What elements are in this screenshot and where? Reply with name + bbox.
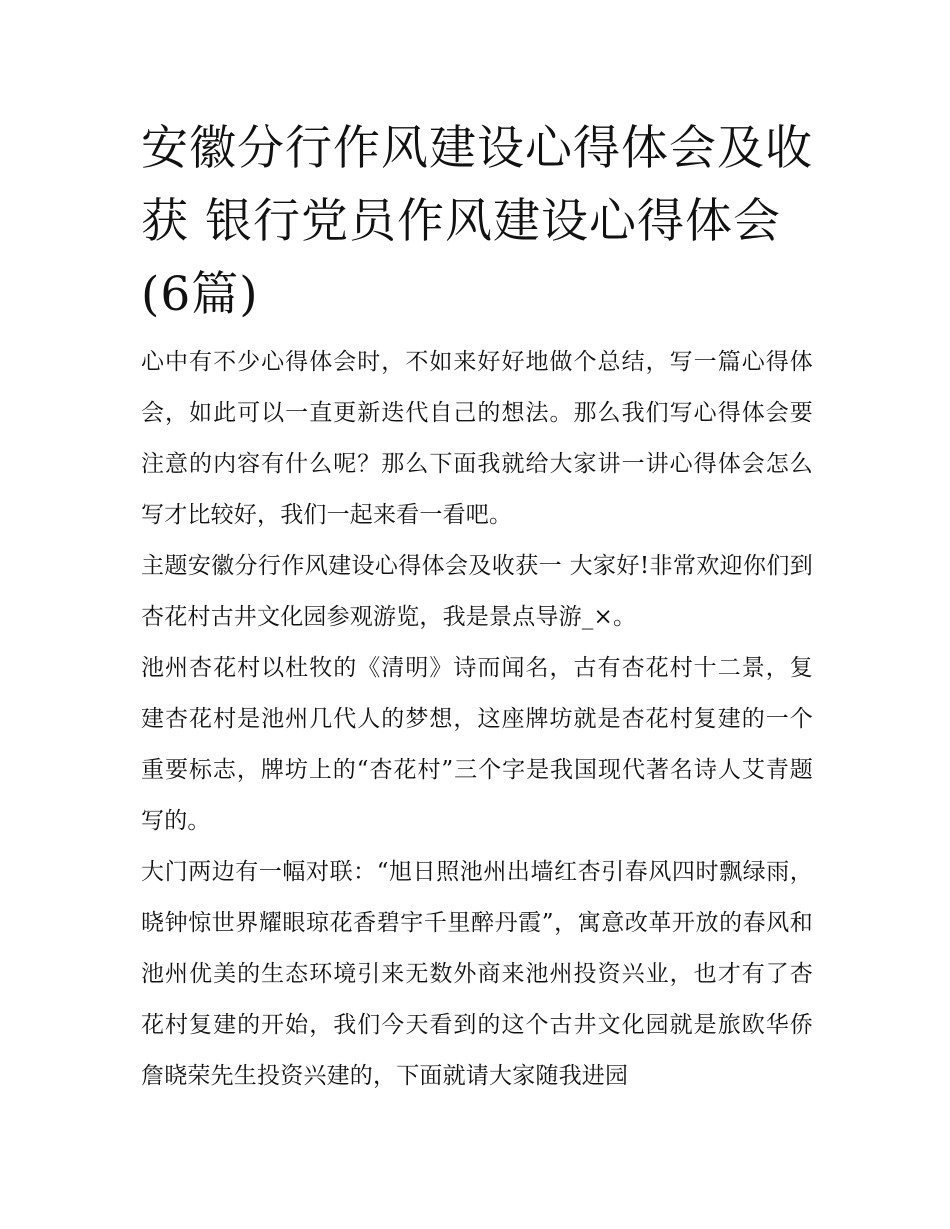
document-title: 安徽分行作风建设心得体会及收获 银行党员作风建设心得体会(6篇) <box>141 121 813 322</box>
paragraph-couplet: 大门两边有一幅对联：“旭日照池州出墙红杏引春风四时飘绿雨，晓钟惊世界耀眼琼花香碧宇千里醉丹霞”，寓意改革开放的春风和池州优美的生态环境引来无数外商来池州投资兴业，也才有了杏花村复建的开始，我们今天看到的这个古井文化园就是旅欧华侨詹晓荣先生投资兴建的，下面就请大家随我进园 <box>141 859 813 1089</box>
paragraph-archway: 池州杏花村以杜牧的《清明》诗而闻名，古有杏花村十二景，复建杏花村是池州几代人的梦想，这座牌坊就是杏花村复建的一个重要标志，牌坊上的“杏花村”三个字是我国现代著名诗人艾青题写的。 <box>141 655 813 834</box>
paragraph-greeting: 主题安徽分行作风建设心得体会及收获一 大家好!非常欢迎你们到杏花村古井文化园参观游览，我是景点导游_×。 <box>141 553 813 630</box>
paragraph-intro: 心中有不少心得体会时，不如来好好地做个总结，写一篇心得体会，如此可以一直更新迭代自己的想法。那么我们写心得体会要注意的内容有什么呢？那么下面我就给大家讲一讲心得体会怎么写才比较好，我们一起来看一看吧。 <box>141 349 813 528</box>
document-page <box>141 112 813 1102</box>
